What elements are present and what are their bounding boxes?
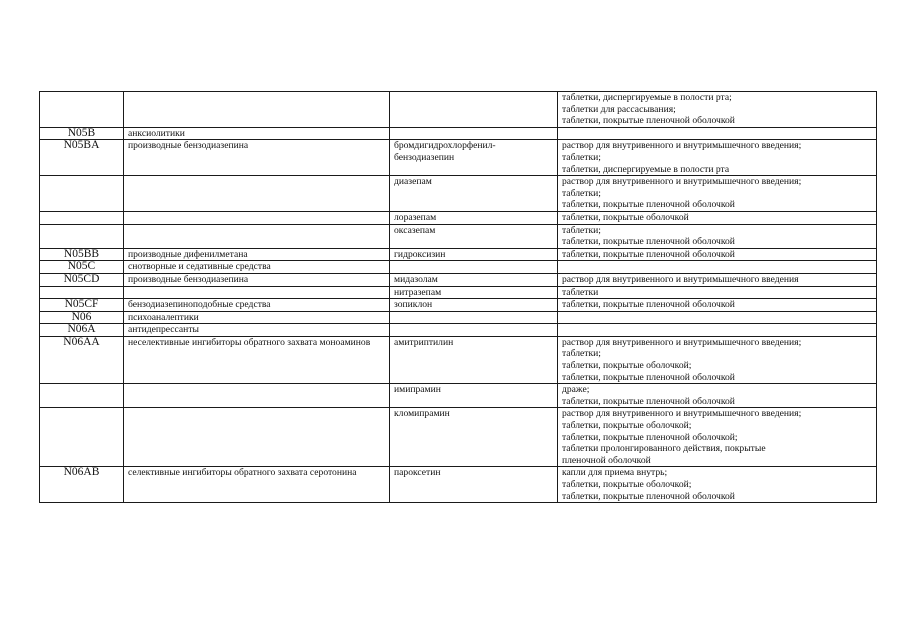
dosage-form-line: капли для приема внутрь;: [562, 467, 668, 479]
anatomical-therapeutic-group-cell: [124, 224, 390, 248]
table-row: [40, 384, 877, 408]
anatomical-therapeutic-group-cell: селективные ингибиторы обратного захвата серотонина: [124, 467, 390, 503]
atc-code-cell: N05CF: [40, 299, 124, 312]
atc-code-cell: N06: [40, 311, 124, 324]
anatomical-therapeutic-group-cell: производные бензодиазепина: [124, 273, 390, 286]
table-row: [40, 92, 877, 128]
drug-name-cell: нитразепам: [390, 286, 558, 299]
atc-code-cell: [40, 211, 124, 224]
dosage-form-line: драже;: [562, 384, 590, 396]
dosage-form-line: таблетки, покрытые пленочной оболочкой: [562, 199, 735, 211]
anatomical-therapeutic-group-cell: [124, 211, 390, 224]
atc-code-cell: [40, 92, 124, 128]
dosage-form-line: таблетки для рассасывания;: [562, 103, 676, 115]
drug-name-cell: [390, 324, 558, 337]
drug-name-cell: бромдигидрохлорфенил-бензодиазепин: [390, 140, 558, 176]
dosage-form-line: таблетки;: [562, 187, 601, 199]
table-row: [40, 211, 877, 224]
atc-code-cell: N06A: [40, 324, 124, 337]
atc-code-cell: N05BA: [40, 140, 124, 176]
dosage-forms-cell: [558, 127, 877, 140]
table-body: [40, 92, 877, 503]
dosage-forms-cell: [558, 384, 877, 408]
drug-name-cell: [390, 92, 558, 128]
table-row: [40, 286, 877, 299]
dosage-forms-cell: [558, 324, 877, 337]
drug-name-cell: кломипрамин: [390, 408, 558, 467]
atc-code-cell: [40, 408, 124, 467]
dosage-form-line: раствор для внутривенного и внутримышечного введения: [562, 273, 799, 285]
anatomical-therapeutic-group-cell: [124, 286, 390, 299]
dosage-form-line: таблетки, диспергируемые в полости рта: [562, 163, 730, 175]
table-row: [40, 467, 877, 503]
dosage-form-line: раствор для внутривенного и внутримышечного введения;: [562, 408, 802, 420]
dosage-forms-cell: [558, 273, 877, 286]
dosage-form-line: таблетки;: [562, 224, 601, 236]
anatomical-therapeutic-group-cell: антидепрессанты: [124, 324, 390, 337]
dosage-form-line: таблетки, покрытые пленочной оболочкой: [562, 490, 735, 502]
dosage-forms-cell: [558, 286, 877, 299]
drug-name-cell: [390, 127, 558, 140]
dosage-forms-cell: [558, 408, 877, 467]
dosage-forms-cell: [558, 467, 877, 503]
drug-name-cell: амитриптилин: [390, 336, 558, 383]
dosage-form-line: таблетки;: [562, 348, 601, 360]
dosage-forms-cell: [558, 92, 877, 128]
table-row: [40, 324, 877, 337]
drug-name-cell: лоразепам: [390, 211, 558, 224]
atc-code-cell: N06AB: [40, 467, 124, 503]
atc-code-cell: N05BB: [40, 248, 124, 261]
table-row: [40, 408, 877, 467]
dosage-forms-cell: [558, 176, 877, 212]
dosage-forms-cell: [558, 311, 877, 324]
table-row: [40, 273, 877, 286]
dosage-form-line: раствор для внутривенного и внутримышечного введения;: [562, 140, 802, 152]
atc-code-cell: N05CD: [40, 273, 124, 286]
drug-name-cell: [390, 261, 558, 274]
anatomical-therapeutic-group-cell: психоаналептики: [124, 311, 390, 324]
table-row: [40, 140, 877, 176]
drug-name-cell: имипрамин: [390, 384, 558, 408]
dosage-form-line: таблетки, покрытые пленочной оболочкой: [562, 115, 735, 127]
table-row: [40, 261, 877, 274]
dosage-form-line: таблетки: [562, 286, 599, 298]
anatomical-therapeutic-group-cell: бензодиазепиноподобные средства: [124, 299, 390, 312]
dosage-forms-cell: [558, 224, 877, 248]
atc-code-cell: [40, 286, 124, 299]
dosage-form-line: таблетки;: [562, 151, 601, 163]
dosage-forms-cell: [558, 261, 877, 274]
drug-name-cell: мидазолам: [390, 273, 558, 286]
dosage-forms-cell: [558, 140, 877, 176]
atc-code-cell: N05C: [40, 261, 124, 274]
dosage-form-line: таблетки, покрытые пленочной оболочкой: [562, 395, 735, 407]
anatomical-therapeutic-group-cell: производные бензодиазепина: [124, 140, 390, 176]
drug-name-cell: [390, 311, 558, 324]
atc-code-cell: [40, 176, 124, 212]
anatomical-therapeutic-group-cell: анксиолитики: [124, 127, 390, 140]
dosage-form-line: таблетки, покрытые пленочной оболочкой: [562, 299, 735, 311]
table-row: [40, 299, 877, 312]
dosage-form-line: таблетки, покрытые пленочной оболочкой;: [562, 431, 738, 443]
atc-code-cell: N05B: [40, 127, 124, 140]
table-row: [40, 127, 877, 140]
table-row: [40, 311, 877, 324]
atc-code-cell: N06AA: [40, 336, 124, 383]
table-row: [40, 176, 877, 212]
dosage-form-line: таблетки пролонгированного действия, покрытые: [562, 443, 766, 455]
anatomical-therapeutic-group-cell: [124, 176, 390, 212]
dosage-form-line: таблетки, покрытые пленочной оболочкой: [562, 248, 735, 260]
atc-code-cell: [40, 384, 124, 408]
drug-classification-table: [39, 91, 877, 503]
drug-name-cell: диазепам: [390, 176, 558, 212]
table-row: [40, 336, 877, 383]
drug-name-cell: зопиклон: [390, 299, 558, 312]
dosage-form-line: раствор для внутривенного и внутримышечного введения;: [562, 176, 802, 188]
dosage-form-line: таблетки, покрытые оболочкой: [562, 211, 689, 223]
dosage-form-line: раствор для внутривенного и внутримышечного введения;: [562, 336, 802, 348]
dosage-form-line: таблетки, диспергируемые в полости рта;: [562, 92, 732, 103]
dosage-forms-cell: [558, 299, 877, 312]
drug-name-cell: пароксетин: [390, 467, 558, 503]
table-row: [40, 248, 877, 261]
dosage-forms-cell: [558, 248, 877, 261]
dosage-form-line: таблетки, покрытые оболочкой;: [562, 420, 692, 432]
drug-name-cell: гидроксизин: [390, 248, 558, 261]
anatomical-therapeutic-group-cell: [124, 92, 390, 128]
table-row: [40, 224, 877, 248]
dosage-forms-cell: [558, 211, 877, 224]
drug-name-cell: оксазепам: [390, 224, 558, 248]
dosage-forms-cell: [558, 336, 877, 383]
anatomical-therapeutic-group-cell: неселективные ингибиторы обратного захвата моноаминов: [124, 336, 390, 383]
anatomical-therapeutic-group-cell: [124, 408, 390, 467]
dosage-form-line: таблетки, покрытые оболочкой;: [562, 360, 692, 372]
dosage-form-line: пленочной оболочкой: [562, 454, 651, 466]
anatomical-therapeutic-group-cell: производные дифенилметана: [124, 248, 390, 261]
dosage-form-line: таблетки, покрытые оболочкой;: [562, 479, 692, 490]
anatomical-therapeutic-group-cell: снотворные и седативные средства: [124, 261, 390, 274]
dosage-form-line: таблетки, покрытые пленочной оболочкой: [562, 371, 735, 383]
anatomical-therapeutic-group-cell: [124, 384, 390, 408]
dosage-form-line: таблетки, покрытые пленочной оболочкой: [562, 236, 735, 248]
atc-code-cell: [40, 224, 124, 248]
